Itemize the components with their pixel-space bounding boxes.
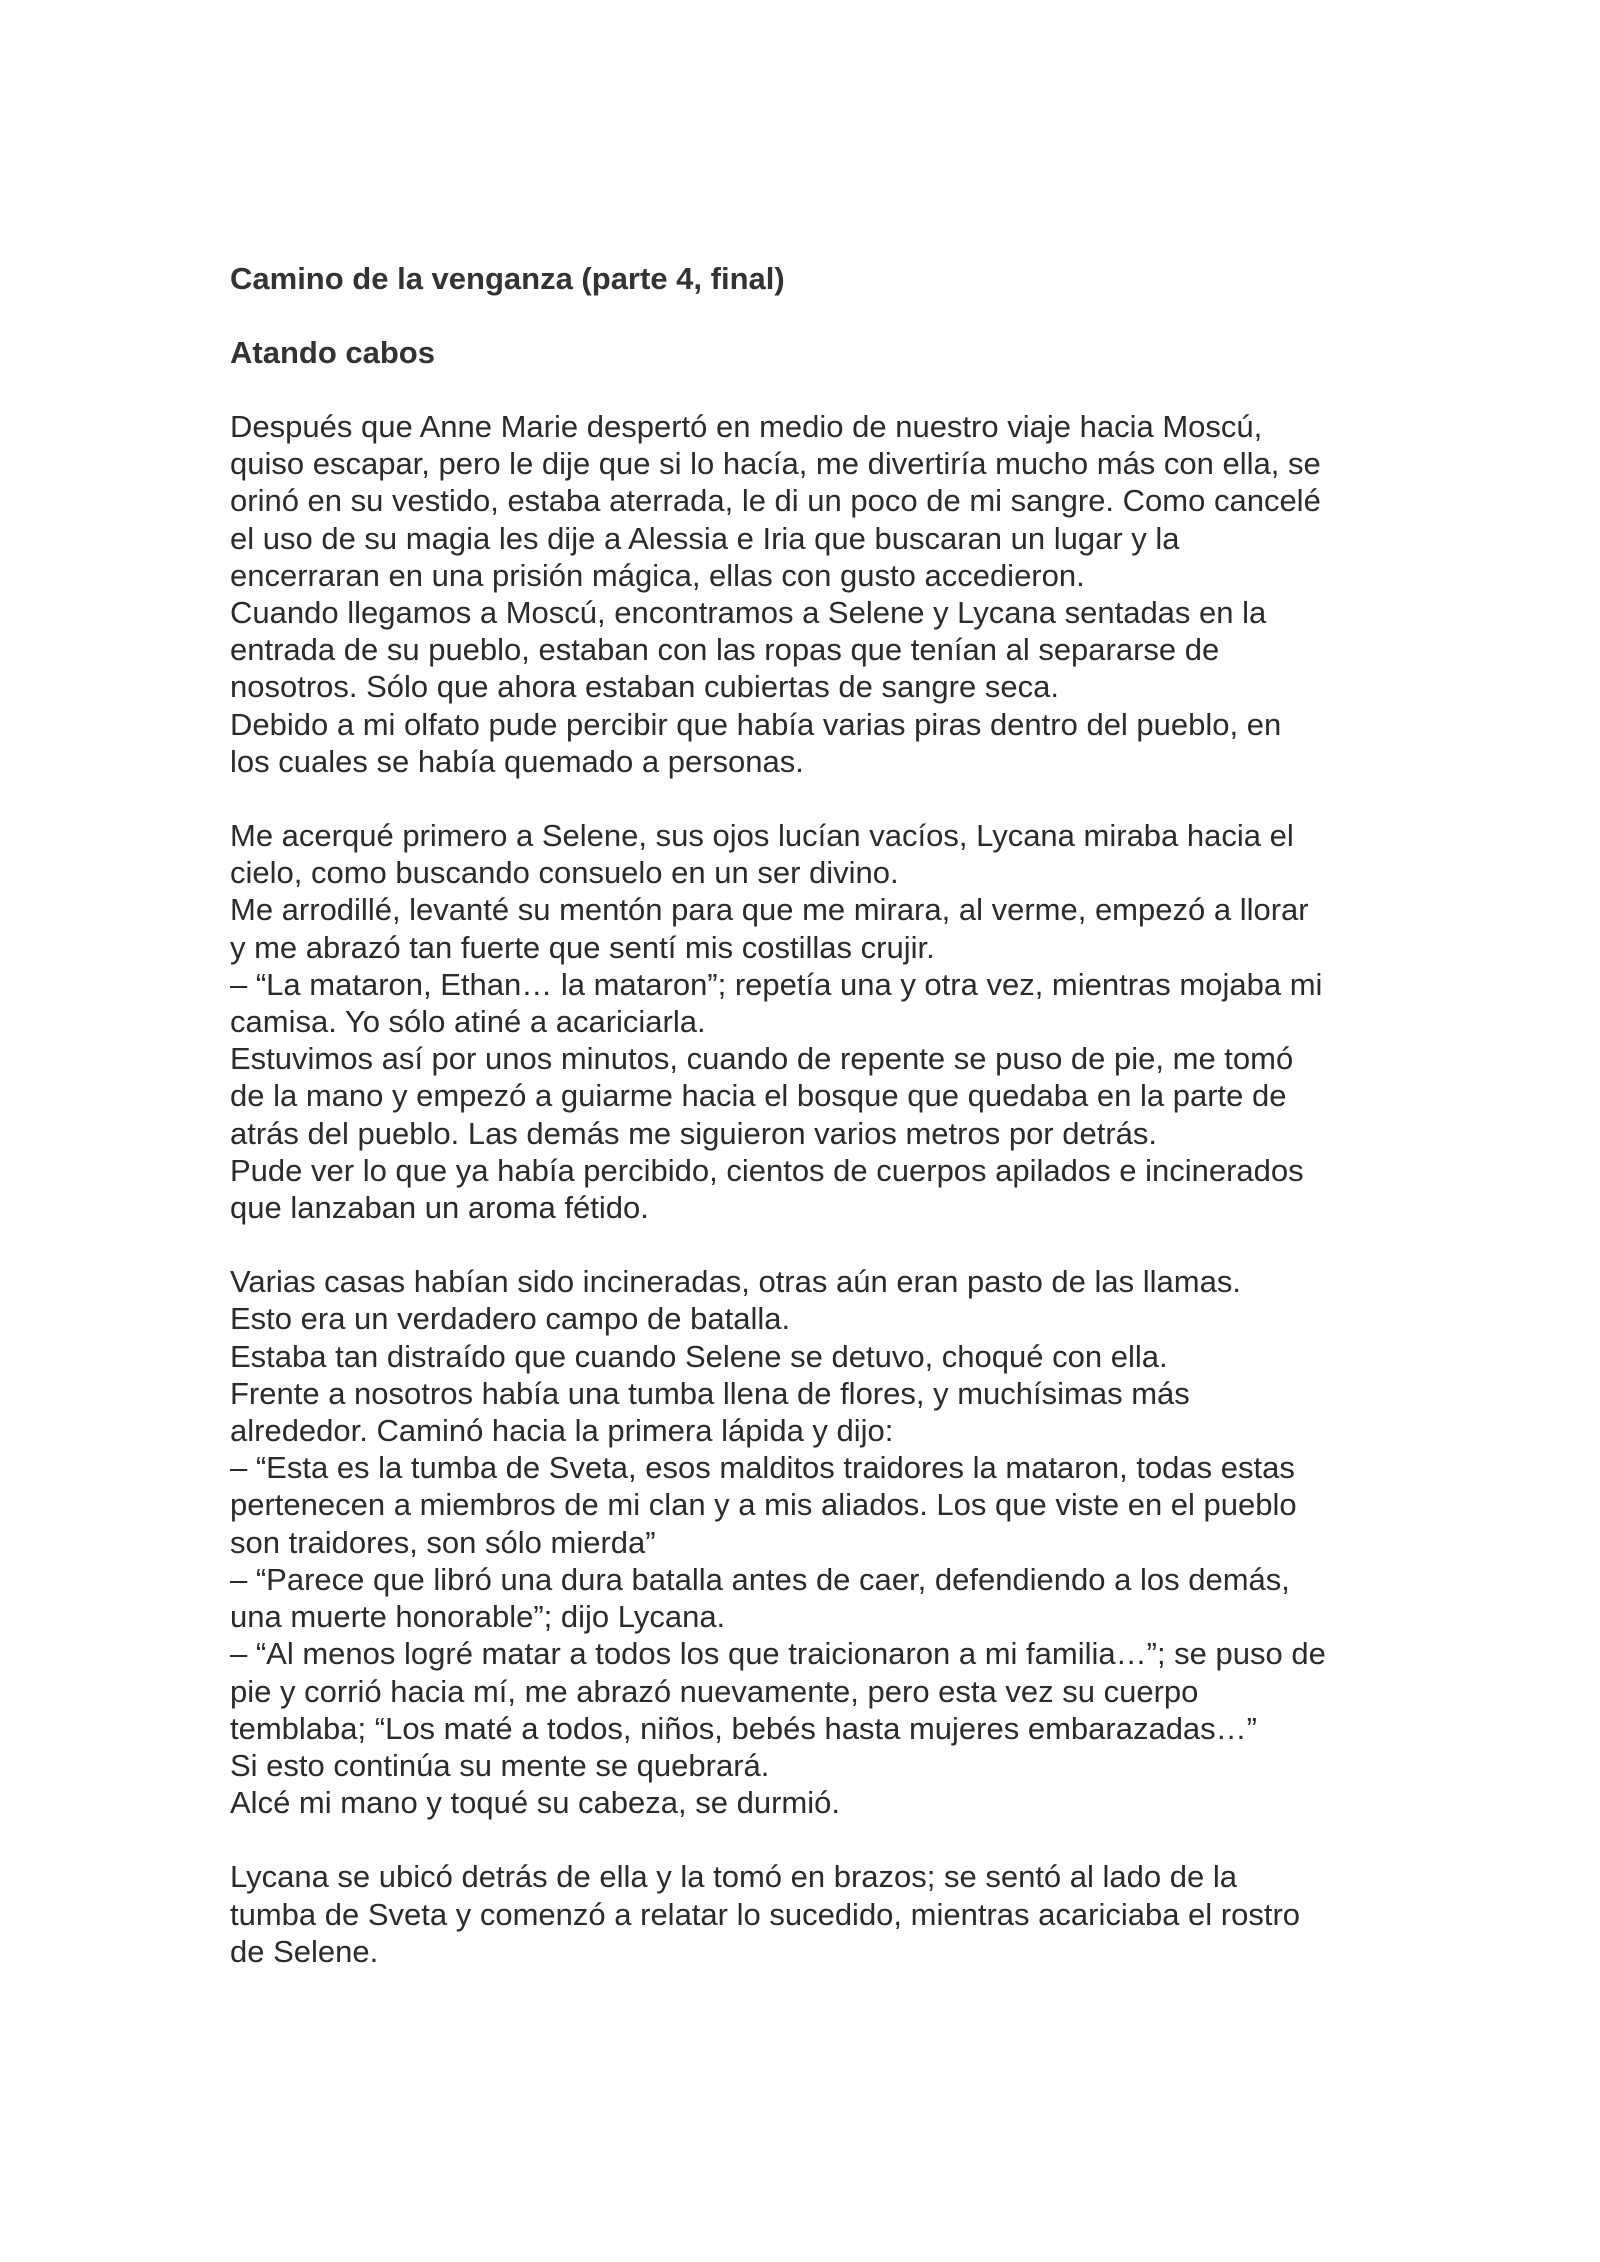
text-line: Pude ver lo que ya había percibido, cientos de cuerpos apilados e incinerados (230, 1152, 1304, 1188)
text-line: Si esto continúa su mente se quebrará. (230, 1747, 770, 1783)
text-line: pie y corrió hacia mí, me abrazó nuevamente, pero esta vez su cuerpo (230, 1673, 1199, 1709)
text-line: Estuvimos así por unos minutos, cuando de repente se puso de pie, me tomó (230, 1041, 1294, 1077)
text-line: Varias casas habían sido incineradas, otras aún eran pasto de las llamas. (230, 1264, 1241, 1300)
paragraph-block (230, 1263, 1390, 1821)
text-line: de la mano y empezó a guiarme hacia el bosque que quedaba en la parte de (230, 1078, 1287, 1114)
document-body (230, 408, 1390, 1970)
text-line: Alcé mi mano y toqué su cabeza, se durmió. (230, 1785, 840, 1821)
text-line: alrededor. Caminó hacia la primera lápida y dijo: (230, 1413, 894, 1449)
text-line: de Selene. (230, 1933, 379, 1969)
text-line: Me arrodillé, levanté su mentón para que me mirara, al verme, empezó a llorar (230, 892, 1309, 928)
chapter-subtitle: Atando cabos (230, 335, 435, 370)
text-line: son traidores, son sólo mierda” (230, 1524, 656, 1560)
text-line: Estaba tan distraído que cuando Selene se detuvo, choqué con ella. (230, 1338, 1168, 1374)
text-line: encerraran en una prisión mágica, ellas con gusto accedieron. (230, 557, 1085, 593)
text-line: cielo, como buscando consuelo en un ser divino. (230, 855, 899, 891)
text-line: nosotros. Sólo que ahora estaban cubiertas de sangre seca. (230, 669, 1059, 705)
text-line: Debido a mi olfato pude percibir que había varias piras dentro del pueblo, en (230, 706, 1282, 742)
text-line: Frente a nosotros había una tumba llena de flores, y muchísimas más (230, 1375, 1190, 1411)
text-line: orinó en su vestido, estaba aterrada, le di un poco de mi sangre. Como cancelé (230, 483, 1321, 519)
text-line: atrás del pueblo. Las demás me siguieron varios metros por detrás. (230, 1115, 1158, 1151)
text-line: temblaba; “Los maté a todos, niños, bebés hasta mujeres embarazadas…” (230, 1710, 1257, 1746)
text-line: entrada de su pueblo, estaban con las ropas que tenían al separarse de (230, 632, 1220, 668)
text-line: – “La mataron, Ethan… la mataron”; repetía una y otra vez, mientras mojaba mi (230, 966, 1323, 1002)
text-line: Después que Anne Marie despertó en medio de nuestro viaje hacia Moscú, (230, 409, 1263, 444)
text-line: y me abrazó tan fuerte que sentí mis costillas crujir. (230, 929, 935, 965)
text-line: quiso escapar, pero le dije que si lo hacía, me divertiría mucho más con ella, se (230, 446, 1321, 482)
text-line: pertenecen a miembros de mi clan y a mis aliados. Los que viste en el pueblo (230, 1487, 1297, 1523)
text-line: – “Esta es la tumba de Sveta, esos malditos traidores la mataron, todas estas (230, 1450, 1295, 1486)
text-line: Cuando llegamos a Moscú, encontramos a Selene y Lycana sentadas en la (230, 595, 1267, 631)
text-line: el uso de su magia les dije a Alessia e Iria que buscaran un lugar y la (230, 520, 1180, 556)
text-line: – “Parece que libró una dura batalla antes de caer, defendiendo a los demás, (230, 1561, 1290, 1597)
text-line: Lycana se ubicó detrás de ella y la tomó en brazos; se sentó al lado de la (230, 1859, 1237, 1895)
paragraph-block (230, 408, 1390, 780)
text-line: camisa. Yo sólo atiné a acariciarla. (230, 1004, 706, 1040)
paragraph-block (230, 817, 1390, 1226)
document-page (230, 260, 1390, 1970)
text-line: Esto era un verdadero campo de batalla. (230, 1301, 791, 1337)
text-line: – “Al menos logré matar a todos los que traicionaron a mi familia…”; se puso de (230, 1636, 1326, 1672)
text-line: una muerte honorable”; dijo Lycana. (230, 1599, 726, 1635)
document-title: Camino de la venganza (parte 4, final) (230, 261, 785, 296)
text-line: los cuales se había quemado a personas. (230, 743, 804, 779)
text-line: tumba de Sveta y comenzó a relatar lo sucedido, mientras acariciaba el rostro (230, 1896, 1301, 1932)
text-line: Me acerqué primero a Selene, sus ojos lucían vacíos, Lycana miraba hacia el (230, 818, 1294, 854)
text-line: que lanzaban un aroma fétido. (230, 1190, 649, 1226)
paragraph-block (230, 1858, 1390, 1970)
